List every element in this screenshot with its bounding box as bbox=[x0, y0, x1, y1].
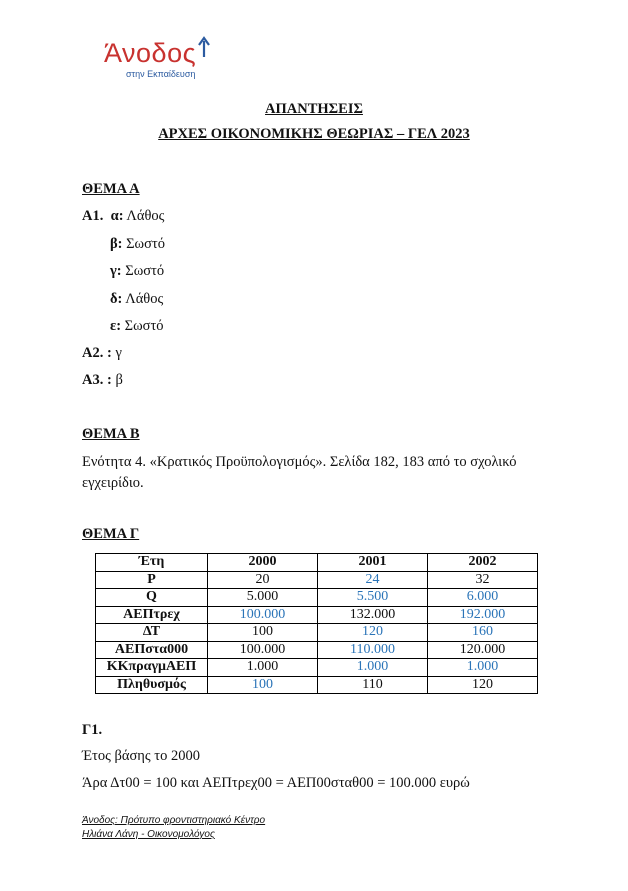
a3-value: β bbox=[115, 372, 123, 388]
table-cell: 1.000 bbox=[428, 659, 538, 677]
table-row bbox=[96, 606, 538, 624]
table-row bbox=[96, 624, 538, 642]
table-cell: 32 bbox=[428, 571, 538, 589]
table-cell: 1.000 bbox=[318, 659, 428, 677]
table-row bbox=[96, 641, 538, 659]
table-cell: 120.000 bbox=[428, 641, 538, 659]
table-cell: 160 bbox=[428, 624, 538, 642]
page-title: ΑΠΑΝΤΗΣΕΙΣ bbox=[265, 101, 363, 117]
row-label: Ρ bbox=[96, 571, 208, 589]
logo bbox=[100, 36, 220, 84]
table-cell: 24 bbox=[318, 571, 428, 589]
page-subtitle: ΑΡΧΕΣ ΟΙΚΟΝΟΜΙΚΗΣ ΘΕΩΡΙΑΣ – ΓΕΛ 2023 bbox=[158, 126, 470, 142]
logo-wordmark: Άνοδος bbox=[104, 38, 197, 68]
answer-value: Σωστό bbox=[126, 236, 165, 252]
table-header-row bbox=[96, 554, 538, 572]
answer-value: Σωστό bbox=[125, 263, 165, 279]
answer-a2 bbox=[82, 345, 122, 362]
thema-b-text: Ενότητα 4. «Κρατικός Προϋπολογισμός». Σελίδα 182, 183 από το σχολικό εγχειρίδιο. bbox=[82, 454, 517, 491]
answer-value: Σωστό bbox=[124, 318, 164, 334]
table-cell: 1.000 bbox=[208, 659, 318, 677]
up-arrow-icon bbox=[196, 36, 212, 58]
table-row bbox=[96, 571, 538, 589]
answer-key: γ: bbox=[110, 263, 122, 279]
thema-a-heading: ΘΕΜΑ Α bbox=[82, 181, 140, 197]
data-table bbox=[95, 553, 538, 694]
table-cell: 100 bbox=[208, 676, 318, 694]
answer-value: Λάθος bbox=[126, 208, 165, 224]
table-cell: 5.000 bbox=[208, 589, 318, 607]
table-cell: 110 bbox=[318, 676, 428, 694]
table-cell: 20 bbox=[208, 571, 318, 589]
table-cell: 100.000 bbox=[208, 606, 318, 624]
g1-line-equation: Άρα Δτ00 = 100 και ΑΕΠτρεχ00 = ΑΕΠ00σταθ00 = 100.000 ευρώ bbox=[82, 775, 470, 791]
table-row bbox=[96, 659, 538, 677]
table-cell: 132.000 bbox=[318, 606, 428, 624]
row-label: ΑΕΠτρεχ bbox=[96, 606, 208, 624]
table-row bbox=[96, 589, 538, 607]
table-cell: 110.000 bbox=[318, 641, 428, 659]
a1-label: Α1. bbox=[82, 208, 104, 224]
thema-b-heading: ΘΕΜΑ Β bbox=[82, 426, 140, 442]
table-body bbox=[96, 571, 538, 694]
column-header: 2002 bbox=[428, 554, 538, 572]
g1-line-base-year: Έτος βάσης το 2000 bbox=[82, 748, 200, 764]
table-cell: 120 bbox=[318, 624, 428, 642]
g1-heading: Γ1. bbox=[82, 722, 103, 738]
row-label: ΑΕΠστα000 bbox=[96, 641, 208, 659]
table-cell: 192.000 bbox=[428, 606, 538, 624]
thema-g-heading: ΘΕΜΑ Γ bbox=[82, 526, 140, 542]
row-label: Πληθυσμός bbox=[96, 676, 208, 694]
answer-a1-epsilon bbox=[110, 318, 164, 335]
table-cell: 100 bbox=[208, 624, 318, 642]
answer-key: ε: bbox=[110, 318, 122, 334]
answer-a1-delta bbox=[110, 291, 163, 308]
answer-key: β: bbox=[110, 236, 123, 252]
answer-a1-beta bbox=[110, 236, 165, 253]
answer-key: α: bbox=[110, 208, 124, 224]
footer-line-2: Ηλιάνα Λάνη - Οικονομολόγος bbox=[82, 829, 215, 840]
column-header: Έτη bbox=[96, 554, 208, 572]
column-header: 2000 bbox=[208, 554, 318, 572]
table-cell: 6.000 bbox=[428, 589, 538, 607]
table-cell: 5.500 bbox=[318, 589, 428, 607]
table-cell: 120 bbox=[428, 676, 538, 694]
column-header: 2001 bbox=[318, 554, 428, 572]
a2-label: Α2. : bbox=[82, 345, 112, 361]
logo-tagline: στην Εκπαίδευση bbox=[126, 69, 196, 79]
row-label: Q bbox=[96, 589, 208, 607]
a2-value: γ bbox=[115, 345, 122, 361]
answer-key: δ: bbox=[110, 291, 123, 307]
table-row bbox=[96, 676, 538, 694]
answer-a1-alpha bbox=[82, 208, 164, 225]
footer-line-1: Άνοδος: Πρότυπο φροντιστηριακό Κέντρο bbox=[82, 815, 266, 826]
row-label: ΚΚπραγμΑΕΠ bbox=[96, 659, 208, 677]
table-cell: 100.000 bbox=[208, 641, 318, 659]
answer-value: Λάθος bbox=[125, 291, 164, 307]
answer-a1-gamma bbox=[110, 263, 164, 280]
row-label: ΔΤ bbox=[96, 624, 208, 642]
a3-label: Α3. : bbox=[82, 372, 112, 388]
answer-a3 bbox=[82, 372, 123, 389]
